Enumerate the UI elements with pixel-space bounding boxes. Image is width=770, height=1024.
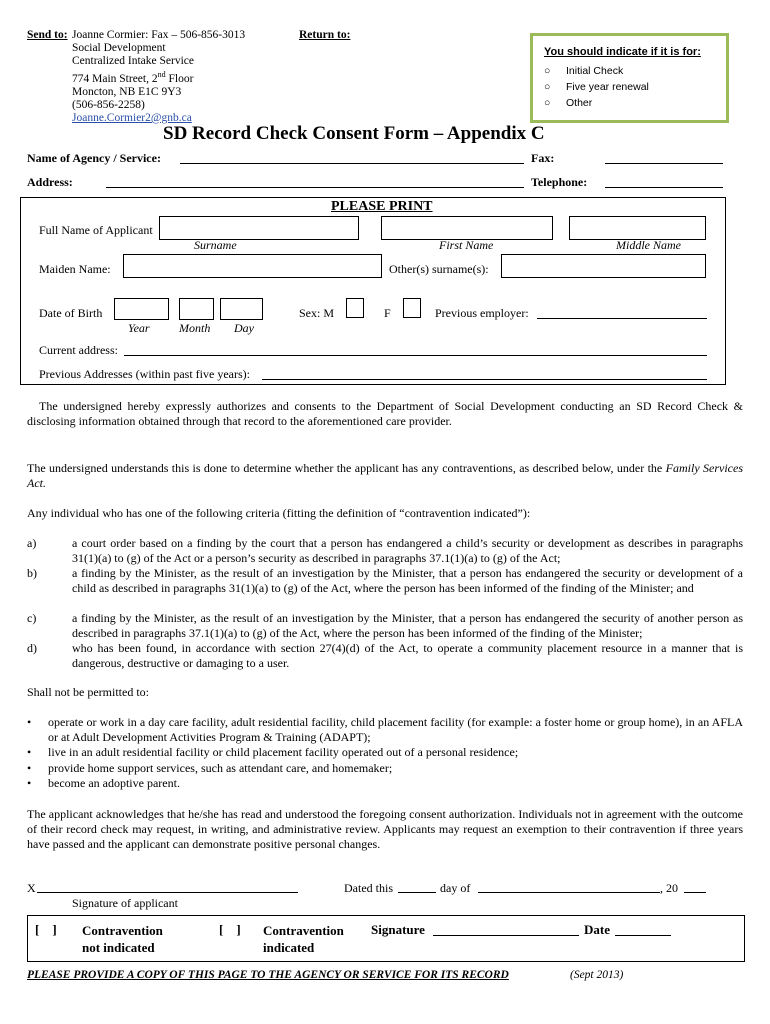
prohibition-item: • provide home support services, such as attendant care, and homemaker; bbox=[27, 761, 393, 775]
fax-field[interactable] bbox=[605, 163, 723, 164]
send-to-address bbox=[72, 29, 245, 125]
contravention-not-indicated-label: Contravention not indicated bbox=[82, 923, 163, 955]
send-to-email-link[interactable]: Joanne.Cormier2@gnb.ca bbox=[72, 111, 192, 124]
indicate-box bbox=[530, 33, 729, 123]
option-other[interactable]: ○ Other bbox=[544, 97, 593, 109]
sex-label: Sex: M bbox=[299, 306, 335, 320]
consent-paragraph: The undersigned hereby expressly authorizes and consents to the Department of Social Development conducting an SD Record Check & disclosing information obtained through that record to the aforementioned care provider. bbox=[27, 399, 743, 428]
radio-circle-icon[interactable]: ○ bbox=[544, 97, 551, 109]
dob-year-input[interactable] bbox=[114, 298, 169, 320]
day-caption: Day bbox=[234, 321, 254, 335]
month-field[interactable] bbox=[478, 892, 660, 893]
send-to-name: Joanne Cormier: Fax – 506-856-3013 bbox=[72, 29, 246, 41]
maiden-name-input[interactable] bbox=[123, 254, 382, 278]
other-surnames-input[interactable] bbox=[501, 254, 706, 278]
sex-f-checkbox[interactable] bbox=[403, 298, 421, 318]
acknowledgement-paragraph: The applicant acknowledges that he/she has read and understood the foregoing consent authorization. Individuals not in agreement with the outcome of their record check may request, in writing, and administrative review. Applicants may request an exemption to their contravention if three years have passed and the applicant can demonstrate positive personal changes. bbox=[27, 807, 743, 851]
year-field[interactable] bbox=[684, 892, 706, 893]
fax-label: Fax: bbox=[531, 151, 555, 165]
send-to-street: 774 Main Street, 2nd Floor bbox=[72, 70, 194, 85]
surname-input[interactable] bbox=[159, 216, 359, 240]
maiden-name-label: Maiden Name: bbox=[39, 262, 111, 276]
full-name-label: Full Name of Applicant bbox=[39, 223, 153, 237]
please-print-heading: PLEASE PRINT bbox=[331, 199, 433, 214]
copy-instruction: PLEASE PROVIDE A COPY OF THIS PAGE TO THE AGENCY OR SERVICE FOR ITS RECORD bbox=[27, 969, 509, 981]
previous-addresses-field[interactable] bbox=[262, 379, 707, 380]
previous-employer-field[interactable] bbox=[537, 318, 707, 319]
send-to-label: Send to: bbox=[27, 29, 68, 41]
middle-name-input[interactable] bbox=[569, 216, 706, 240]
day-number-field[interactable] bbox=[398, 892, 436, 893]
send-to-city: Moncton, NB E1C 9Y3 bbox=[72, 85, 182, 98]
bullet-icon: • bbox=[27, 745, 32, 759]
agency-name-label: Name of Agency / Service: bbox=[27, 151, 161, 165]
form-date: (Sept 2013) bbox=[570, 969, 624, 981]
indicated-checkbox[interactable]: [ ] bbox=[219, 922, 241, 937]
option-five-year-renewal[interactable]: ○ Five year renewal bbox=[544, 81, 649, 93]
dob-day-input[interactable] bbox=[220, 298, 263, 320]
previous-addresses-label: Previous Addresses (within past five years): bbox=[39, 367, 250, 381]
page-title: SD Record Check Consent Form – Appendix C bbox=[163, 123, 545, 144]
year-prefix-label: , 20 bbox=[660, 881, 678, 895]
dob-month-input[interactable] bbox=[179, 298, 214, 320]
radio-circle-icon[interactable]: ○ bbox=[544, 65, 551, 77]
year-caption: Year bbox=[128, 321, 150, 335]
bullet-icon: • bbox=[27, 761, 32, 775]
day-of-label: day of bbox=[440, 881, 471, 895]
office-signature-field[interactable] bbox=[433, 935, 579, 936]
criteria-a-text: a court order based on a finding by the court that a person has endangered a child’s security or development as describes in paragraphs 31(1)(a) to (g) of the Act or a person’s security as described in paragraphs 37.1(1)(a) to (g) of the Act; bbox=[72, 536, 743, 565]
send-to-phone: (506-856-2258) bbox=[72, 98, 145, 111]
bullet-icon: • bbox=[27, 776, 32, 790]
criteria-b-label: b) bbox=[27, 566, 37, 580]
criteria-a-label: a) bbox=[27, 536, 37, 550]
address-label: Address: bbox=[27, 175, 73, 189]
not-indicated-checkbox[interactable]: [ ] bbox=[35, 922, 57, 937]
office-date-field[interactable] bbox=[615, 935, 671, 936]
bullet-icon: • bbox=[27, 715, 32, 729]
signature-x-mark: X bbox=[27, 881, 36, 895]
first-name-caption: First Name bbox=[439, 238, 494, 252]
dated-this-label: Dated this bbox=[344, 881, 393, 895]
month-caption: Month bbox=[179, 321, 211, 335]
prohibition-item: • operate or work in a day care facility, adult residential facility, child placement facility (for example: a foster home or group home), in an AFLA or at Adult Development Activities Program & Training (ADAPT); bbox=[27, 715, 743, 744]
previous-employer-label: Previous employer: bbox=[435, 306, 529, 320]
first-name-input[interactable] bbox=[381, 216, 553, 240]
agency-name-field[interactable] bbox=[180, 163, 524, 164]
send-to-service: Centralized Intake Service bbox=[72, 55, 194, 67]
sex-f-label: F bbox=[384, 306, 391, 320]
surname-caption: Surname bbox=[194, 238, 237, 252]
option-initial-check[interactable]: ○ Initial Check bbox=[544, 65, 624, 77]
prohibition-item: • become an adoptive parent. bbox=[27, 776, 180, 790]
return-to-label: Return to: bbox=[299, 29, 351, 41]
radio-circle-icon[interactable]: ○ bbox=[544, 81, 551, 93]
telephone-field[interactable] bbox=[605, 187, 723, 188]
prohibition-item: • live in an adult residential facility or child placement facility operated out of a personal residence; bbox=[27, 745, 519, 759]
criteria-intro: Any individual who has one of the following criteria (fitting the definition of “contravention indicated”): bbox=[27, 506, 531, 520]
contravention-indicated-label: Contravention indicated bbox=[263, 923, 344, 955]
shall-not-heading: Shall not be permitted to: bbox=[27, 685, 149, 699]
applicant-signature-field[interactable] bbox=[37, 892, 298, 893]
indicate-box-title: You should indicate if it is for: bbox=[544, 46, 701, 58]
middle-name-caption: Middle Name bbox=[616, 238, 681, 252]
signature-of-applicant-caption: Signature of applicant bbox=[72, 896, 178, 910]
office-signature-label: Signature bbox=[371, 922, 425, 937]
criteria-d-text: who has been found, in accordance with section 27(4)(d) of the Act, to operate a community placement resource in a manner that is dangerous, destructive or damaging to a user. bbox=[72, 641, 743, 670]
criteria-b-text: a finding by the Minister, as the result of an investigation by the Minister, that a person has endangered the security or development of a child as described in paragraphs 31(1)(a) to (g) of the Act, where the person has been informed of the finding of the Minister; and bbox=[72, 566, 743, 595]
dob-label: Date of Birth bbox=[39, 306, 103, 320]
sex-m-checkbox[interactable] bbox=[346, 298, 364, 318]
criteria-c-text: a finding by the Minister, as the result of an investigation by the Minister, that a person has endangered the security of another person as described in paragraphs 37.1(1)(a) to (g) of the Act, where the person has been informed of the finding of the Minister; bbox=[72, 611, 743, 640]
understanding-paragraph: The undersigned understands this is done to determine whether the applicant has any contraventions, as described below, under the Family Services Act. bbox=[27, 461, 744, 490]
other-surnames-label: Other(s) surname(s): bbox=[389, 262, 489, 276]
criteria-d-label: d) bbox=[27, 641, 37, 655]
telephone-label: Telephone: bbox=[531, 175, 588, 189]
office-date-label: Date bbox=[584, 922, 610, 937]
criteria-c-label: c) bbox=[27, 611, 37, 625]
current-address-label: Current address: bbox=[39, 343, 118, 357]
send-to-department: Social Development bbox=[72, 42, 166, 54]
current-address-field[interactable] bbox=[124, 355, 707, 356]
address-field[interactable] bbox=[106, 187, 524, 188]
